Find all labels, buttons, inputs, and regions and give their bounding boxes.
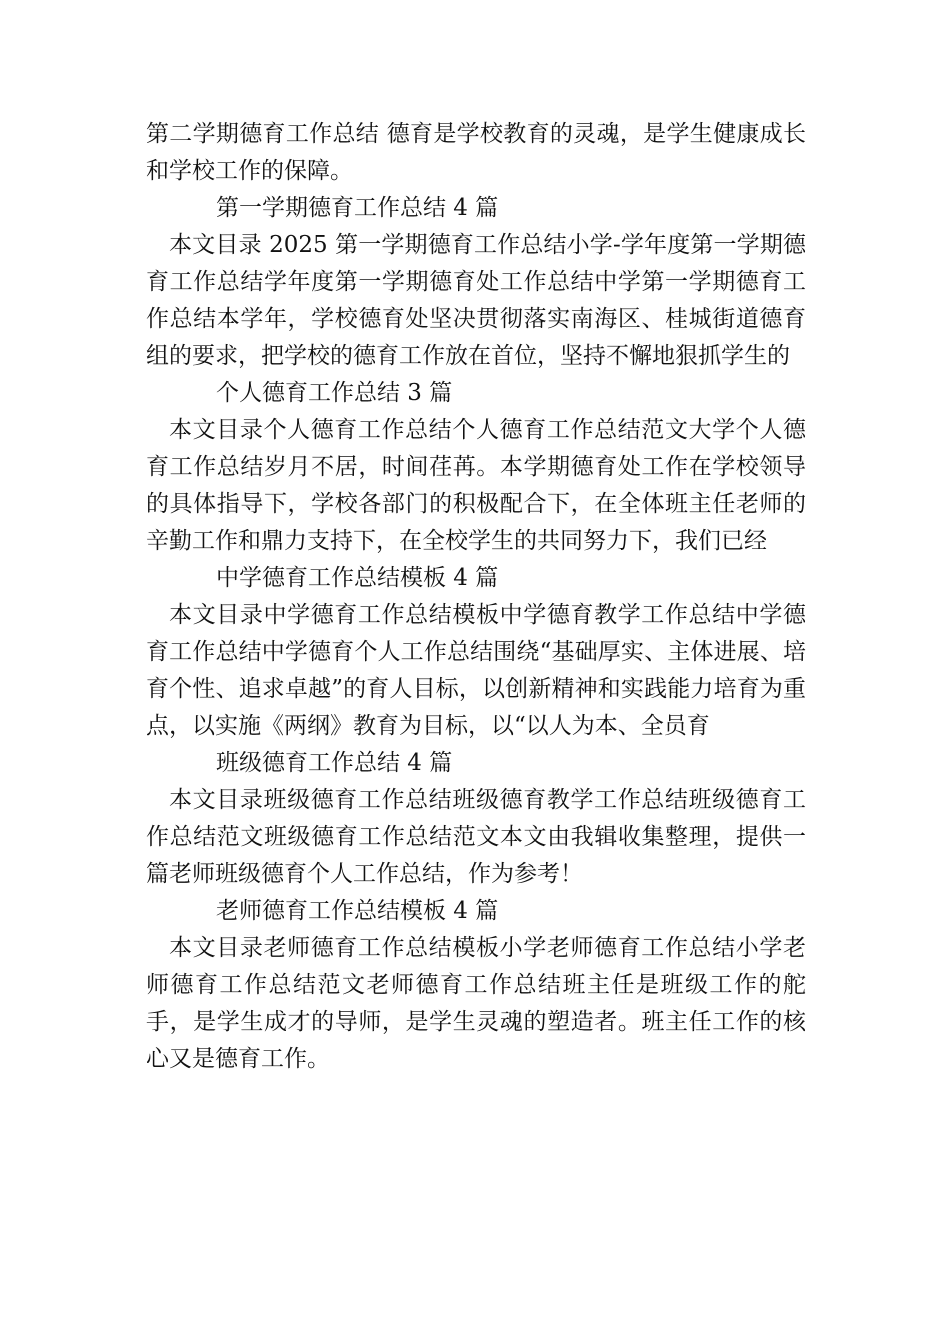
entry-title-4: 班级德育工作总结 4 篇 bbox=[216, 750, 453, 776]
entry-body-3: 本文目录中学德育工作总结模板中学德育教学工作总结中学德育工作总结中学德育个人工作总结围绕“基础厚实、主体进展、培育个性、追求卓越”的育人目标，以创新精神和实践能力培育为重点，以实施《两纲》教育为目标，以“以人为本、全员育 bbox=[146, 602, 806, 739]
entry-body-1: 本文目录 2025 第一学期德育工作总结小学-学年度第一学期德育工作总结学年度第一学期德育处工作总结中学第一学期德育工作总结本学年，学校德育处坚决贯彻落实南海区、桂城街道德育组的要求，把学校的德育工作放在首位，坚持不懈地狠抓学生的 bbox=[146, 232, 806, 369]
entry-body-5: 本文目录老师德育工作总结模板小学老师德育工作总结小学老师德育工作总结范文老师德育工作总结班主任是班级工作的舵手，是学生成才的导师，是学生灵魂的塑造者。班主任工作的核心又是德育工作。 bbox=[146, 935, 806, 1072]
entry-title-3: 中学德育工作总结模板 4 篇 bbox=[216, 565, 499, 591]
entry-body-2: 本文目录个人德育工作总结个人德育工作总结范文大学个人德育工作总结岁月不居，时间荏苒。本学期德育处工作在学校领导的具体指导下，学校各部门的积极配合下，在全体班主任老师的辛勤工作和鼎力支持下，在全校学生的共同努力下，我们已经 bbox=[146, 417, 806, 554]
entry-body-4: 本文目录班级德育工作总结班级德育教学工作总结班级德育工作总结范文班级德育工作总结范文本文由我辑收集整理，提供一篇老师班级德育个人工作总结，作为参考！ bbox=[146, 787, 806, 887]
document-page bbox=[146, 116, 806, 1078]
entry-title-1: 第一学期德育工作总结 4 篇 bbox=[216, 195, 499, 221]
entry-title-5: 老师德育工作总结模板 4 篇 bbox=[216, 898, 499, 924]
entry-title-2: 个人德育工作总结 3 篇 bbox=[216, 380, 453, 406]
intro-paragraph: 第二学期德育工作总结 德育是学校教育的灵魂，是学生健康成长和学校工作的保障。 bbox=[146, 121, 806, 184]
